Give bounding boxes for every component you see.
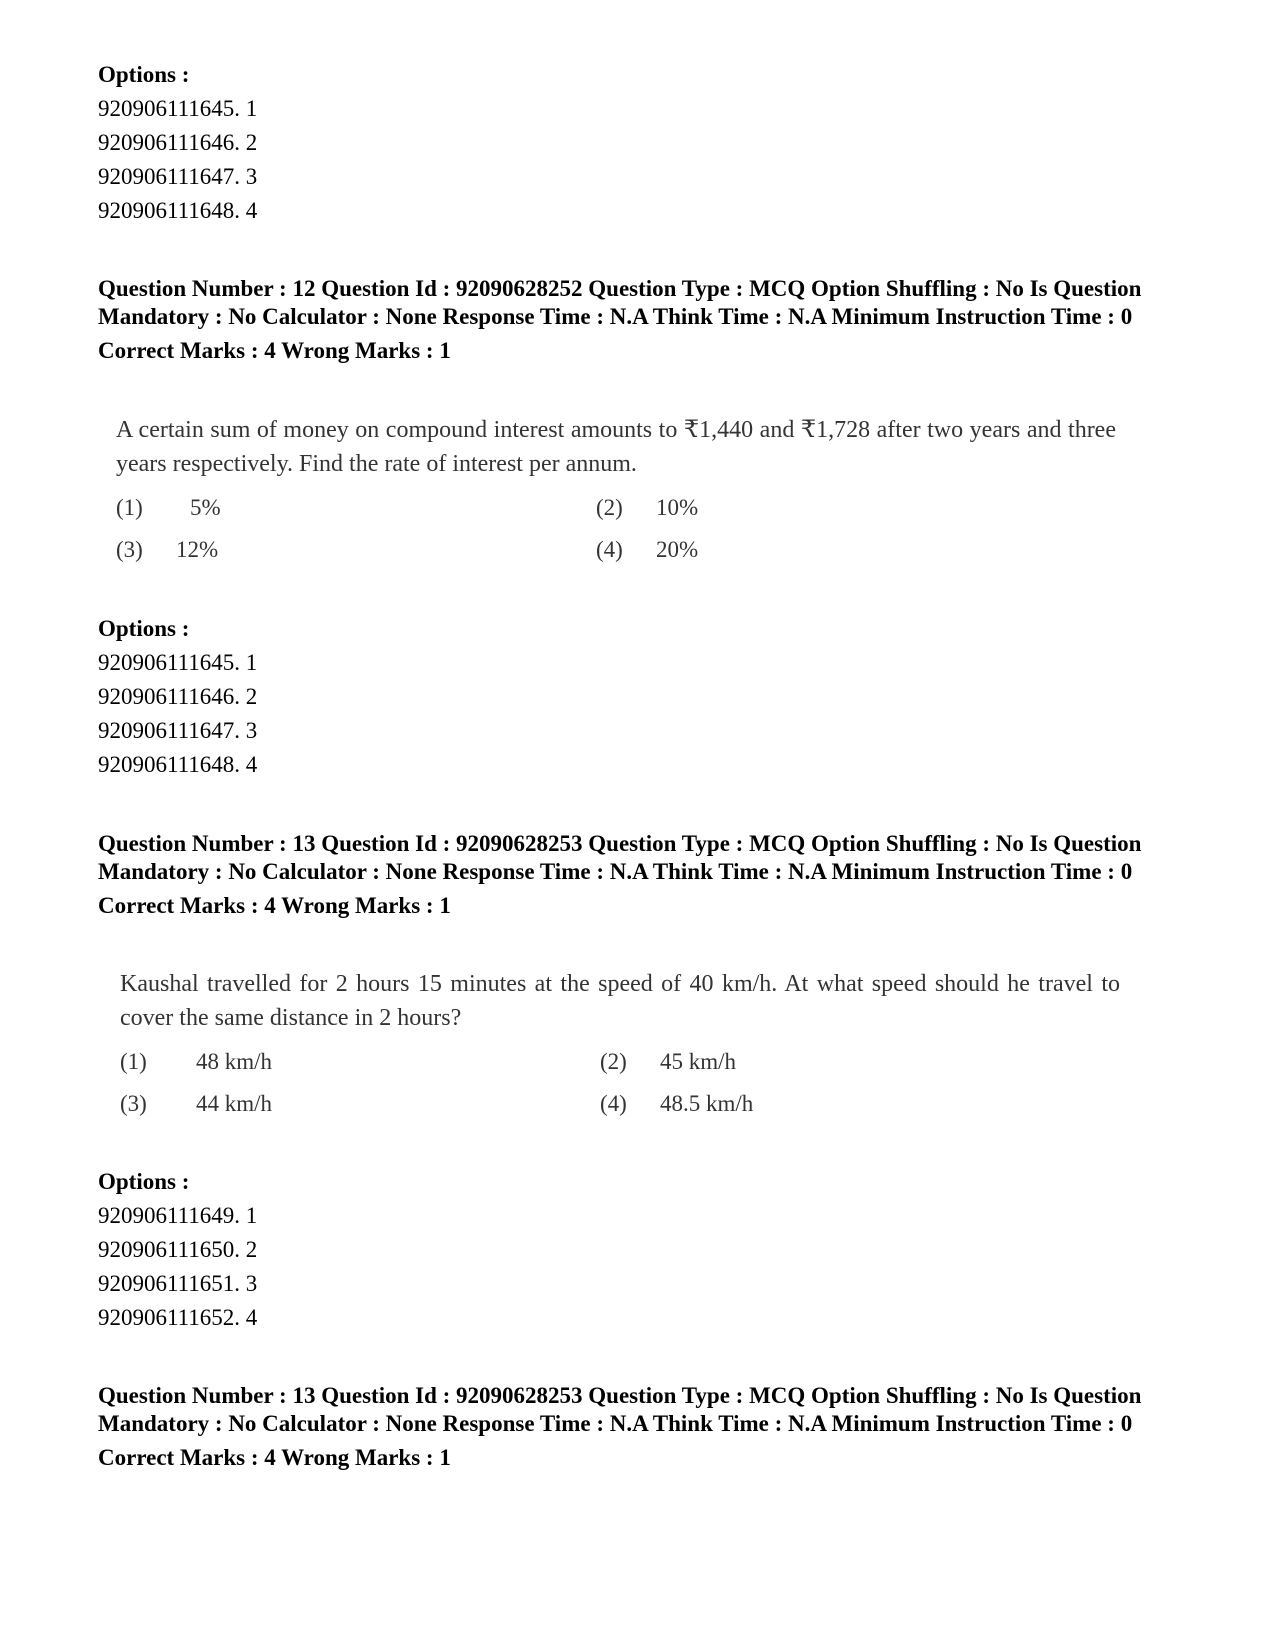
question-12-options [98,612,1178,782]
question-13-body [120,967,1120,1139]
question-meta: Question Number : 13 Question Id : 92090628253 Question Type : MCQ Option Shuffling : No Is Question Mandatory : No Calculator : None Response Time : N.A Think Time : N.A Minimum Instruction Time : 0 [98,831,1142,884]
question-13-header [98,830,1178,920]
question-13-options [98,1165,1178,1335]
choice-value: 10% [656,495,699,520]
choice-4 [596,537,698,563]
question-12-body [116,413,1116,585]
option-line: 920906111652. 4 [98,1305,258,1330]
choice-3 [116,537,218,563]
choice-2 [600,1049,736,1075]
choice-1 [120,1049,272,1075]
question-marks: Correct Marks : 4 Wrong Marks : 1 [98,338,451,363]
question-12-header [98,275,1178,365]
choice-number: (1) [116,495,143,520]
option-line: 920906111649. 1 [98,1203,258,1228]
choice-number: (4) [600,1091,627,1116]
question-13-repeat-header [98,1382,1178,1472]
options-label: Options : [98,616,190,641]
question-text: Kaushal travelled for 2 hours 15 minutes at the speed of 40 km/h. At what speed should he travel to cover the same distance in 2 hours? [120,971,1120,1031]
choice-value: 48.5 km/h [660,1091,754,1116]
choice-number: (4) [596,537,623,562]
choice-number: (3) [120,1091,147,1116]
choice-number: (2) [600,1049,627,1074]
choice-2 [596,495,698,521]
option-line: 920906111648. 4 [98,752,258,777]
choice-value: 45 km/h [660,1049,737,1074]
option-line: 920906111650. 2 [98,1237,258,1262]
choice-1 [116,495,221,521]
choice-number: (1) [120,1049,147,1074]
question-marks: Correct Marks : 4 Wrong Marks : 1 [98,893,451,918]
options-block-top [98,58,1178,228]
option-line: 920906111645. 1 [98,650,258,675]
answer-choices [116,495,1116,585]
question-text: A certain sum of money on compound interest amounts to ₹1,440 and ₹1,728 after two years and three years respectively. Find the rate of interest per annum. [116,417,1116,477]
choice-number: (2) [596,495,623,520]
question-meta: Question Number : 13 Question Id : 92090628253 Question Type : MCQ Option Shuffling : No Is Question Mandatory : No Calculator : None Response Time : N.A Think Time : N.A Minimum Instruction Time : 0 [98,1383,1142,1436]
options-label: Options : [98,1169,190,1194]
option-line: 920906111646. 2 [98,684,258,709]
option-line: 920906111647. 3 [98,164,258,189]
choice-value: 48 km/h [196,1049,273,1074]
options-label: Options : [98,62,190,87]
option-line: 920906111647. 3 [98,718,258,743]
option-line: 920906111646. 2 [98,130,258,155]
answer-choices [120,1049,1120,1139]
question-meta: Question Number : 12 Question Id : 92090628252 Question Type : MCQ Option Shuffling : No Is Question Mandatory : No Calculator : None Response Time : N.A Think Time : N.A Minimum Instruction Time : 0 [98,276,1142,329]
option-line: 920906111651. 3 [98,1271,258,1296]
choice-value: 5% [190,495,221,520]
option-line: 920906111648. 4 [98,198,258,223]
option-line: 920906111645. 1 [98,96,258,121]
question-marks: Correct Marks : 4 Wrong Marks : 1 [98,1445,451,1470]
choice-number: (3) [116,537,143,562]
choice-value: 20% [656,537,699,562]
choice-value: 12% [176,537,219,562]
choice-3 [120,1091,272,1117]
choice-4 [600,1091,753,1117]
choice-value: 44 km/h [196,1091,273,1116]
